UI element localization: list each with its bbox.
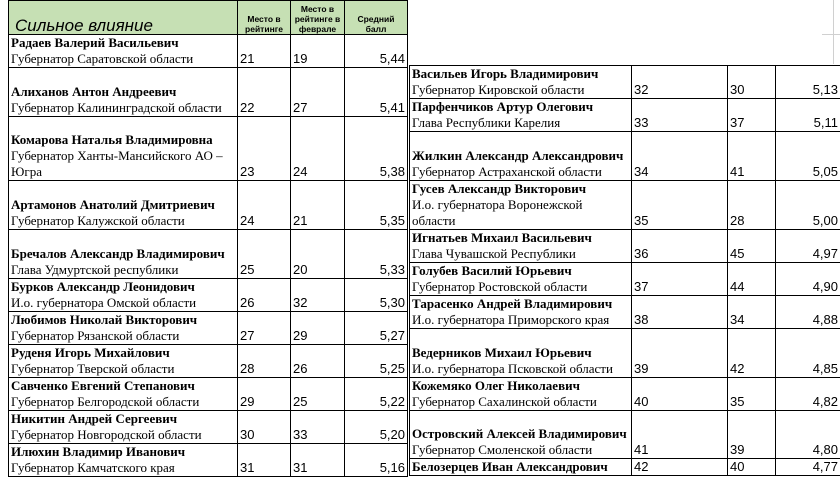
person-cell: [410, 296, 632, 329]
person-name: Комарова Наталья Владимировна: [11, 132, 235, 148]
person-name: Белозерцев Иван Александрович: [412, 459, 629, 475]
rank-cell: 29: [238, 378, 291, 411]
table-row: [410, 230, 840, 263]
person-name: Игнатьев Михаил Васильевич: [412, 230, 629, 246]
prev-rank-cell: 40: [728, 459, 776, 476]
score-cell: 5,44: [345, 35, 408, 68]
score-cell: 4,97: [776, 230, 840, 263]
score-cell: 5,27: [345, 312, 408, 345]
person-position: Губернатор Ханты-Мансийского АО – Югра: [11, 148, 235, 180]
person-cell: [9, 312, 238, 345]
person-cell: [410, 411, 632, 459]
prev-rank-cell: 20: [291, 230, 345, 279]
score-cell: 4,80: [776, 411, 840, 459]
table-row: [9, 230, 408, 279]
table-row: [410, 132, 840, 181]
person-name: Парфенчиков Артур Олегович: [412, 99, 629, 115]
person-cell: [410, 230, 632, 263]
person-name: Жилкин Александр Александрович: [412, 148, 629, 164]
person-cell: [9, 279, 238, 312]
rank-cell: 39: [632, 329, 728, 378]
person-position: Глава Удмуртской республики: [11, 262, 235, 278]
table-row: [9, 68, 408, 117]
prev-rank-cell: 19: [291, 35, 345, 68]
table-row: [410, 459, 840, 476]
prev-rank-cell: 39: [728, 411, 776, 459]
rank-cell: 26: [238, 279, 291, 312]
prev-rank-cell: 44: [728, 263, 776, 296]
person-name: Савченко Евгений Степанович: [11, 378, 235, 394]
prev-rank-cell: 25: [291, 378, 345, 411]
prev-rank-cell: 32: [291, 279, 345, 312]
table-row: [9, 279, 408, 312]
person-cell: [410, 329, 632, 378]
person-position: Губернатор Смоленской области: [412, 442, 629, 458]
person-cell: [9, 444, 238, 477]
table-row: [410, 296, 840, 329]
rank-cell: 37: [632, 263, 728, 296]
table-row: [9, 117, 408, 181]
prev-rank-cell: 24: [291, 117, 345, 181]
table-row: [410, 263, 840, 296]
table-row: [410, 181, 840, 230]
score-cell: 5,05: [776, 132, 840, 181]
person-cell: [9, 68, 238, 117]
rank-cell: 23: [238, 117, 291, 181]
person-position: Губернатор Ростовской области: [412, 279, 629, 295]
score-cell: 5,41: [345, 68, 408, 117]
person-position: Губернатор Тверской области: [11, 361, 235, 377]
person-cell: [9, 181, 238, 230]
rank-cell: 22: [238, 68, 291, 117]
table-row: [410, 411, 840, 459]
person-name: Островский Алексей Владимирович: [412, 426, 629, 442]
person-position: И.о. губернатора Воронежской области: [412, 197, 629, 229]
person-name: Алиханов Антон Андреевич: [11, 84, 235, 100]
person-cell: [410, 378, 632, 411]
person-name: Голубев Василий Юрьевич: [412, 263, 629, 279]
person-cell: [9, 117, 238, 181]
prev-rank-cell: 41: [728, 132, 776, 181]
rank-cell: 21: [238, 35, 291, 68]
person-cell: [410, 99, 632, 132]
rating-table-right: [409, 65, 840, 476]
score-cell: 5,38: [345, 117, 408, 181]
table-row: [410, 329, 840, 378]
person-position: Губернатор Калужской области: [11, 213, 235, 229]
person-position: Губернатор Новгородской области: [11, 427, 235, 443]
person-name: Васильев Игорь Владимирович: [412, 66, 629, 82]
prev-rank-cell: 37: [728, 99, 776, 132]
person-position: Глава Чувашской Республики: [412, 246, 629, 262]
prev-rank-cell: 26: [291, 345, 345, 378]
person-cell: [9, 345, 238, 378]
person-position: Глава Республики Карелия: [412, 115, 629, 131]
score-cell: 5,00: [776, 181, 840, 230]
rank-cell: 28: [238, 345, 291, 378]
person-position: Губернатор Камчатского края: [11, 460, 235, 476]
table-row: [9, 345, 408, 378]
prev-rank-cell: 28: [728, 181, 776, 230]
person-name: Никитин Андрей Сергеевич: [11, 411, 235, 427]
rank-cell: 31: [238, 444, 291, 477]
score-cell: 5,16: [345, 444, 408, 477]
score-cell: 4,82: [776, 378, 840, 411]
score-cell: 5,20: [345, 411, 408, 444]
rank-cell: 27: [238, 312, 291, 345]
col-score-header: Средний балл: [345, 1, 408, 35]
person-position: Губернатор Калининградской области: [11, 100, 235, 116]
person-name: Илюхин Владимир Иванович: [11, 444, 235, 460]
table-row: [9, 35, 408, 68]
prev-rank-cell: 35: [728, 378, 776, 411]
person-name: Артамонов Анатолий Дмитриевич: [11, 197, 235, 213]
score-cell: 5,11: [776, 99, 840, 132]
person-name: Ведерников Михаил Юрьевич: [412, 345, 629, 361]
score-cell: 5,22: [345, 378, 408, 411]
person-position: И.о. губернатора Омской области: [11, 295, 235, 311]
rank-cell: 34: [632, 132, 728, 181]
score-cell: 5,35: [345, 181, 408, 230]
col-rank-header: Место в рейтинге: [238, 1, 291, 35]
person-cell: [410, 263, 632, 296]
rank-cell: 36: [632, 230, 728, 263]
table-row: [9, 181, 408, 230]
empty-spreadsheet-area: [408, 0, 840, 64]
person-name: Бурков Александр Леонидович: [11, 279, 235, 295]
person-name: Радаев Валерий Васильевич: [11, 35, 235, 51]
prev-rank-cell: 29: [291, 312, 345, 345]
prev-rank-cell: 33: [291, 411, 345, 444]
score-cell: 4,88: [776, 296, 840, 329]
prev-rank-cell: 21: [291, 181, 345, 230]
person-cell: [9, 411, 238, 444]
person-position: И.о. губернатора Приморского края: [412, 312, 629, 328]
table-row: [9, 411, 408, 444]
rank-cell: 30: [238, 411, 291, 444]
person-cell: [9, 378, 238, 411]
table-row: [410, 378, 840, 411]
table-title: Сильное влияние: [9, 1, 238, 35]
person-cell: [410, 132, 632, 181]
person-position: Губернатор Саратовской области: [11, 51, 235, 67]
person-position: Губернатор Астраханской области: [412, 164, 629, 180]
score-cell: 5,33: [345, 230, 408, 279]
person-position: Губернатор Белгородской области: [11, 394, 235, 410]
header-row: [9, 1, 408, 35]
person-cell: [410, 66, 632, 99]
rank-cell: 25: [238, 230, 291, 279]
score-cell: 5,13: [776, 66, 840, 99]
prev-rank-cell: 27: [291, 68, 345, 117]
table-row: [410, 99, 840, 132]
score-cell: 5,30: [345, 279, 408, 312]
table-row: [9, 378, 408, 411]
person-cell: [410, 459, 632, 476]
rank-cell: 24: [238, 181, 291, 230]
rank-cell: 33: [632, 99, 728, 132]
person-cell: [410, 181, 632, 230]
table-row: [410, 66, 840, 99]
person-name: Бречалов Александр Владимирович: [11, 246, 235, 262]
rating-table-left: [8, 0, 408, 477]
prev-rank-cell: 34: [728, 296, 776, 329]
rank-cell: 40: [632, 378, 728, 411]
rank-cell: 41: [632, 411, 728, 459]
person-cell: [9, 230, 238, 279]
prev-rank-cell: 42: [728, 329, 776, 378]
table-row: [9, 312, 408, 345]
score-cell: 4,85: [776, 329, 840, 378]
person-name: Кожемяко Олег Николаевич: [412, 378, 629, 394]
score-cell: 4,77: [776, 459, 840, 476]
person-cell: [9, 35, 238, 68]
rank-cell: 35: [632, 181, 728, 230]
rank-cell: 42: [632, 459, 728, 476]
person-name: Гусев Александр Викторович: [412, 181, 629, 197]
person-name: Руденя Игорь Михайлович: [11, 345, 235, 361]
table-row: [9, 444, 408, 477]
score-cell: 4,90: [776, 263, 840, 296]
rank-cell: 38: [632, 296, 728, 329]
person-position: Губернатор Рязанской области: [11, 328, 235, 344]
prev-rank-cell: 30: [728, 66, 776, 99]
person-position: И.о. губернатора Псковской области: [412, 361, 629, 377]
person-name: Любимов Николай Викторович: [11, 312, 235, 328]
person-name: Тарасенко Андрей Владимирович: [412, 296, 629, 312]
col-prev-header: Место в рейтинге в феврале: [291, 1, 345, 35]
rank-cell: 32: [632, 66, 728, 99]
person-position: Губернатор Сахалинской области: [412, 394, 629, 410]
person-position: Губернатор Кировской области: [412, 82, 629, 98]
prev-rank-cell: 31: [291, 444, 345, 477]
score-cell: 5,25: [345, 345, 408, 378]
prev-rank-cell: 45: [728, 230, 776, 263]
